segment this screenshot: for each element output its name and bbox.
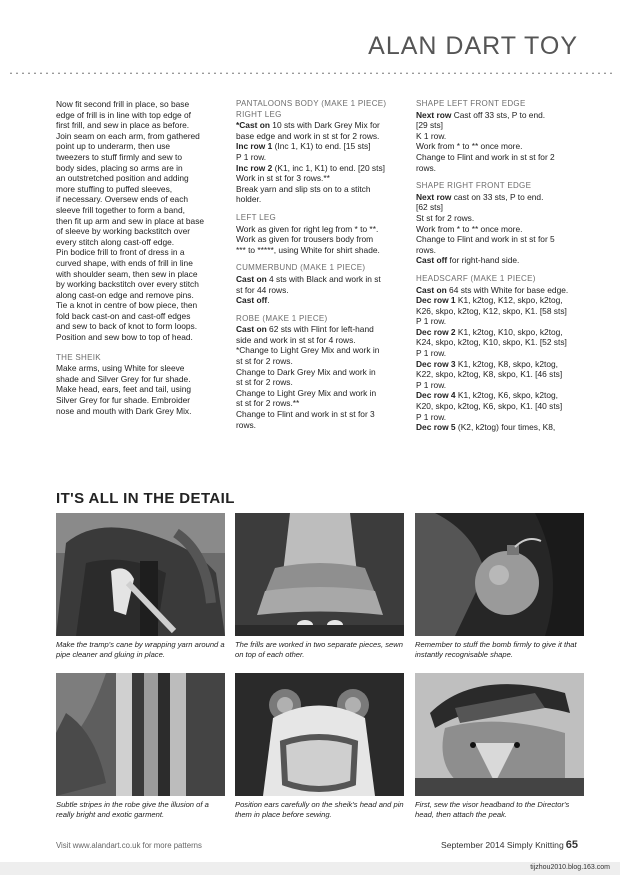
text-line: *Change to Light Grey Mix and work in: [236, 345, 380, 356]
bold-term: Dec row 4: [416, 390, 456, 401]
bottom-band: [0, 862, 620, 875]
photo-director-visor-illustration: [415, 673, 584, 796]
bold-term: Dec row 5: [416, 422, 456, 433]
dotted-divider: [8, 72, 612, 74]
footer-website: Visit www.alandart.co.uk for more patterns: [56, 841, 202, 850]
text-line: [416, 390, 580, 401]
bold-term: Cast on: [416, 284, 447, 295]
text-run: 64 sts with White for base edge.: [446, 284, 569, 295]
text-line: K20, skpo, k2tog, K6, skpo, K1. [40 sts]: [416, 401, 563, 412]
text-line: [236, 141, 400, 152]
text-line: Make head, ears, feet and tail, using: [56, 384, 192, 395]
bold-term: Dec row 2: [416, 326, 456, 337]
text-run: 62 sts with Flint for left-hand: [266, 324, 374, 335]
text-line: [416, 359, 580, 370]
text-line: then fit up arm and sew in place at base: [56, 215, 205, 226]
headscarf-heading: HEADSCARF (MAKE 1 PIECE): [416, 273, 536, 283]
watermark: tijzhou2010.blog.163.com: [530, 864, 610, 871]
text-line: nose and mouth with Dark Grey Mix.: [56, 405, 192, 416]
right-leg-instructions: [236, 120, 400, 205]
bold-term: Inc row 2: [236, 162, 273, 173]
column-2: [236, 99, 400, 430]
text-line: K22, skpo, k2tog, K8, skpo, K1. [46 sts]: [416, 369, 563, 380]
text-run: (K1, inc 1, K1) to end. [20 sts]: [272, 162, 385, 173]
text-line: base edge and work in st st for 2 rows.: [236, 130, 380, 141]
text-line: Change to Light Grey Mix and work in: [236, 387, 377, 398]
shape-left-front-edge-heading: SHAPE LEFT FRONT EDGE: [416, 99, 526, 108]
bold-term: Inc row 1: [236, 141, 273, 152]
text-run: for right-hand side.: [447, 255, 520, 266]
left-leg-instructions: [236, 224, 400, 256]
text-line: Tie a knot in centre of bow piece, then: [56, 300, 198, 311]
photo-director-visor: [415, 673, 584, 796]
text-line: rows.: [236, 419, 257, 430]
bold-term: Dec row 1: [416, 295, 456, 306]
text-line: sleeve frill together to form a band,: [56, 204, 185, 215]
text-line: tweezers to stuff firmly and sew to: [56, 151, 182, 162]
text-line: Change to Flint and work in st st for 3: [236, 409, 375, 420]
text-run: .: [267, 295, 270, 306]
text-line: Work from * to ** once more.: [416, 141, 523, 152]
text-line: Position and sew bow to top of head.: [56, 332, 193, 343]
robe-heading: ROBE (MAKE 1 PIECE): [236, 313, 328, 323]
text-line: [416, 285, 580, 296]
pantaloons-heading: PANTALOONS BODY (MAKE 1 PIECE): [236, 99, 387, 108]
bold-term: Cast off: [236, 295, 268, 306]
text-line: curved shape, with ends of frill in line: [56, 257, 193, 268]
text-line: [416, 295, 580, 306]
text-line: st st for 2 rows.**: [236, 398, 300, 409]
bold-term: *Cast on: [236, 120, 270, 131]
photo-robe-stripes: [56, 673, 225, 796]
text-line: [416, 192, 580, 203]
text-line: shade and Silver Grey for fur shade.: [56, 373, 191, 384]
text-line: P 1 row.: [416, 379, 447, 390]
text-run: Cast off 33 sts, P to end.: [451, 109, 546, 120]
text-line: if necessary. Oversew ends of each: [56, 194, 189, 205]
text-line: [236, 120, 400, 131]
page-number: 65: [565, 839, 578, 851]
text-line: [29 sts]: [416, 120, 443, 131]
caption-sheik-ears: Position ears carefully on the sheik's head and pin them in place before sewing.: [235, 800, 404, 819]
text-line: point up to underarm, then use: [56, 141, 171, 152]
text-line: K 1 row.: [416, 130, 447, 141]
bold-term: Next row: [416, 109, 452, 120]
text-line: edge of frill is in line with top edge of: [56, 109, 192, 120]
text-run: K1, k2tog, K12, skpo, k2tog,: [455, 295, 563, 306]
photo-frills: [235, 513, 404, 636]
text-line: st st for 2 rows.: [236, 356, 293, 367]
text-line: an outstretched position and adding: [56, 173, 189, 184]
photo-tramp-cane: [56, 513, 225, 636]
photo-sheik-ears: [235, 673, 404, 796]
text-line: Change to Dark Grey Mix and work in: [236, 366, 376, 377]
sheik-paragraph: [56, 363, 226, 416]
text-line: rows.: [416, 162, 437, 173]
photo-bomb: [415, 513, 584, 636]
text-line: Work in st st for 3 rows.**: [236, 173, 330, 184]
text-line: [236, 274, 400, 285]
text-line: holder.: [236, 194, 262, 205]
shape-left-instructions: [416, 110, 580, 174]
intro-paragraph: [56, 99, 226, 343]
text-line: Pin bodice frill to front of dress in a: [56, 247, 185, 258]
bold-term: Cast on: [236, 324, 267, 335]
text-line: body sides, placing so arms are in: [56, 162, 183, 173]
shape-right-instructions: [416, 192, 580, 266]
text-line: [236, 163, 400, 174]
text-line: Change to Flint and work in st st for 5: [416, 234, 555, 245]
column-3: [416, 99, 580, 433]
text-line: [236, 295, 400, 306]
photo-sheik-ears-illustration: [235, 673, 404, 796]
text-line: Work as given for right leg from * to **.: [236, 223, 379, 234]
detail-section-heading: IT'S ALL IN THE DETAIL: [56, 490, 235, 507]
text-line: Now fit second frill in place, so base: [56, 99, 190, 109]
text-run: K1, k2tog, K8, skpo, k2tog,: [455, 358, 559, 369]
cummerbund-instructions: [236, 274, 400, 306]
text-run: cast on 33 sts, P to end.: [451, 191, 544, 202]
text-line: Work from * to ** once more.: [416, 223, 523, 234]
text-line: P 1 row.: [236, 151, 267, 162]
text-run: K1, k2tog, K6, skpo, k2tog,: [455, 390, 559, 401]
footer-issue: [441, 839, 578, 851]
caption-director-visor: First, sew the visor headband to the Director's head, then attach the peak.: [415, 800, 570, 819]
photo-tramp-cane-illustration: [56, 513, 225, 636]
text-line: and sew to back of knot to form loops.: [56, 321, 198, 332]
text-run: 10 sts with Dark Grey Mix for: [269, 120, 380, 131]
text-line: Break yarn and slip sts on to a stitch: [236, 183, 371, 194]
text-run: K1, k2tog, K10, skpo, k2tog,: [455, 326, 563, 337]
text-line: more stuffing to puffed sleeves,: [56, 183, 173, 194]
text-line: *** to *****, using White for shirt shade.: [236, 244, 380, 255]
text-line: P 1 row.: [416, 411, 447, 422]
text-line: with shoulder seam, then sew in place: [56, 268, 198, 279]
right-leg-heading: RIGHT LEG: [236, 109, 282, 119]
caption-tramp-cane: Make the tramp's cane by wrapping yarn around a pipe cleaner and gluing in place.: [56, 640, 225, 659]
bold-term: Next row: [416, 191, 452, 202]
text-line: Silver Grey for fur shade. Embroider: [56, 395, 191, 406]
text-line: by working backstitch over every stitch: [56, 279, 199, 290]
text-line: P 1 row.: [416, 316, 447, 327]
text-line: [62 sts]: [416, 202, 443, 213]
page-header-title: ALAN DART TOY: [368, 32, 578, 60]
bold-term: Cast off: [416, 255, 448, 266]
robe-instructions: [236, 324, 400, 430]
text-line: [416, 110, 580, 121]
text-line: Make arms, using White for sleeve: [56, 363, 185, 374]
text-line: side and work in st st for 4 rows.: [236, 334, 356, 345]
bold-term: Dec row 3: [416, 358, 456, 369]
photo-bomb-illustration: [415, 513, 584, 636]
text-line: K26, skpo, k2tog, K12, skpo, K1. [58 sts]: [416, 305, 567, 316]
sheik-heading: THE SHEIK: [56, 352, 101, 362]
text-line: st for 44 rows.: [236, 284, 289, 295]
text-line: rows.: [416, 244, 437, 255]
issue-label: September 2014 Simply Knitting: [440, 840, 564, 850]
text-line: Work as given for trousers body from: [236, 234, 374, 245]
text-line: K24, skpo, k2tog, K10, skpo, K1. [52 sts]: [416, 337, 567, 348]
text-line: every stitch along cast-off edge.: [56, 236, 175, 247]
column-1: [56, 99, 226, 416]
text-line: [416, 422, 580, 433]
text-line: first frill, and sew in place as before.: [56, 120, 190, 131]
bold-term: Cast on: [236, 273, 267, 284]
headscarf-instructions: [416, 285, 580, 433]
text-line: St st for 2 rows.: [416, 212, 475, 223]
caption-bomb: Remember to stuff the bomb firmly to give it that instantly recognisable shape.: [415, 640, 577, 659]
text-line: P 1 row.: [416, 348, 447, 359]
text-run: 4 sts with Black and work in st: [266, 273, 381, 284]
text-line: [416, 255, 580, 266]
text-line: Change to Flint and work in st st for 2: [416, 151, 555, 162]
text-line: fold back cast-on and cast-off edges: [56, 310, 191, 321]
left-leg-heading: LEFT LEG: [236, 212, 277, 222]
cummerbund-heading: CUMMERBUND (MAKE 1 PIECE): [236, 263, 366, 273]
text-line: Join seam on each arm, from gathered: [56, 130, 200, 141]
text-line: st st for 2 rows.: [236, 377, 293, 388]
photo-frills-illustration: [235, 513, 404, 636]
text-line: of sleeve by working backstitch over: [56, 226, 191, 237]
text-run: (K2, k2tog) four times, K8,: [455, 422, 556, 433]
text-run: (Inc 1, K1) to end. [15 sts]: [272, 141, 371, 152]
text-line: [416, 327, 580, 338]
shape-right-front-edge-heading: SHAPE RIGHT FRONT EDGE: [416, 181, 532, 191]
caption-robe-stripes: Subtle stripes in the robe give the illusion of a really bright and exotic garment.: [56, 800, 209, 819]
text-line: [236, 324, 400, 335]
photo-robe-stripes-illustration: [56, 673, 225, 796]
text-line: along cast-on edge and remove pins.: [56, 289, 194, 300]
caption-frills: The frills are worked in two separate pieces, sewn on top of each other.: [235, 640, 403, 659]
